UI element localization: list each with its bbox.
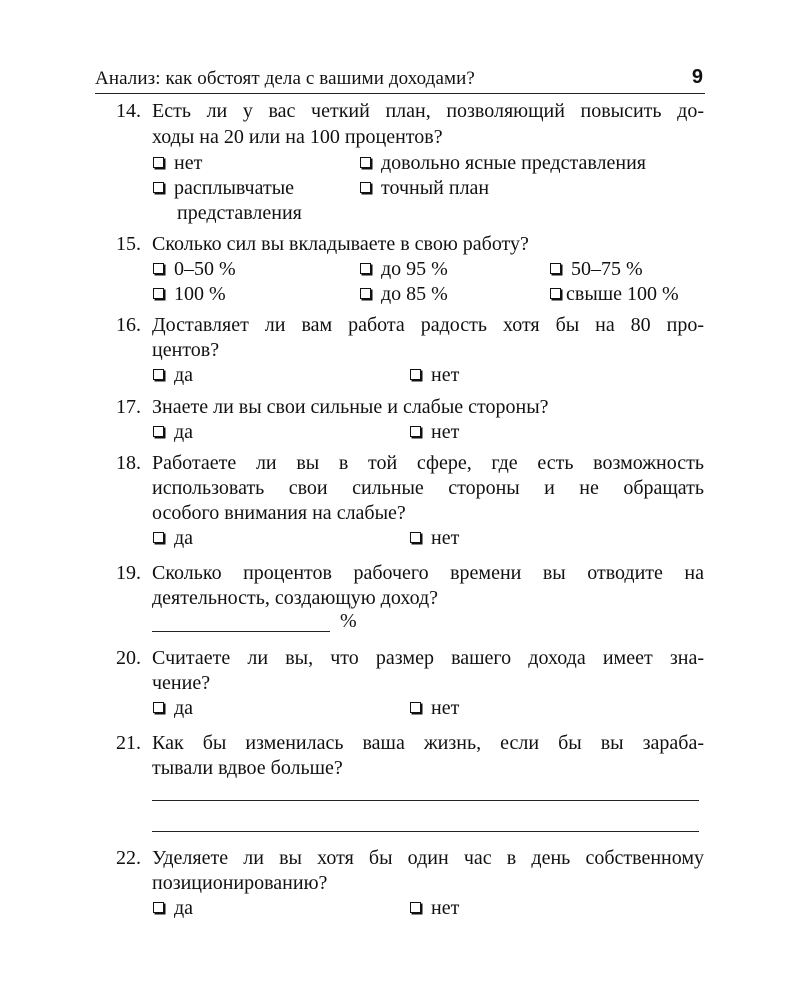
question-text-line: Доставляет ли вам работа радость хотя бы на 80 про- — [152, 314, 704, 336]
checkbox-option[interactable] — [410, 697, 459, 720]
checkbox-icon[interactable] — [153, 369, 164, 380]
checkbox-icon[interactable] — [410, 902, 421, 913]
question-text-line: Есть ли у вас четкий план, позволяющий повысить до- — [152, 100, 704, 122]
option-label: 0–50 % — [174, 258, 236, 280]
checkbox-option[interactable] — [153, 897, 193, 920]
question-text-line: ходы на 20 или на 100 процентов? — [152, 126, 443, 148]
option-label-continuation: представления — [177, 202, 302, 224]
question-number: 18. — [116, 452, 141, 474]
running-head-title: Анализ: как обстоят дела с вашими доходами? — [95, 68, 475, 89]
option-label: до 95 % — [381, 258, 448, 280]
checkbox-option[interactable] — [550, 283, 679, 306]
question-text-line: деятельность, создающую доход? — [152, 587, 439, 609]
question-number: 22. — [116, 847, 141, 869]
option-label: свыше 100 % — [566, 283, 679, 305]
option-label: точный план — [381, 177, 490, 199]
question-text-line: центов? — [152, 339, 220, 361]
checkbox-icon[interactable] — [360, 182, 371, 193]
checkbox-option[interactable] — [410, 527, 459, 550]
question-text-line: позиционированию? — [152, 872, 328, 894]
question-number: 21. — [116, 732, 141, 754]
answer-line[interactable] — [152, 831, 699, 832]
checkbox-icon[interactable] — [360, 157, 371, 168]
question-text-line: использовать свои сильные стороны и не обращать — [152, 477, 704, 499]
question-number: 17. — [116, 396, 141, 418]
checkbox-option[interactable] — [360, 283, 448, 306]
checkbox-icon[interactable] — [410, 702, 421, 713]
checkbox-option[interactable] — [153, 258, 236, 281]
option-label: нет — [431, 421, 460, 443]
checkbox-icon[interactable] — [153, 288, 164, 299]
option-label: довольно ясные представления — [381, 152, 646, 174]
checkbox-icon[interactable] — [410, 532, 421, 543]
checkbox-option[interactable] — [360, 152, 646, 175]
checkbox-option[interactable] — [550, 258, 643, 281]
question-number: 14. — [116, 100, 141, 122]
checkbox-option[interactable] — [410, 897, 459, 920]
question-text-line: особого внимания на слабые? — [152, 502, 406, 524]
question-number: 16. — [116, 314, 141, 336]
checkbox-icon[interactable] — [153, 702, 164, 713]
page-number: 9 — [691, 66, 703, 88]
checkbox-option[interactable] — [153, 283, 226, 306]
checkbox-icon[interactable] — [550, 263, 561, 274]
option-label: нет — [431, 527, 460, 549]
checkbox-icon[interactable] — [410, 426, 421, 437]
running-head — [95, 66, 705, 94]
checkbox-icon[interactable] — [550, 288, 561, 299]
option-label: нет — [431, 364, 460, 386]
option-label: да — [174, 897, 194, 919]
checkbox-option[interactable] — [410, 364, 459, 387]
option-label: да — [174, 364, 194, 386]
checkbox-option[interactable] — [153, 527, 193, 550]
checkbox-option[interactable] — [360, 177, 489, 200]
checkbox-icon[interactable] — [360, 263, 371, 274]
question-text-line: Сколько процентов рабочего времени вы отводите на — [152, 562, 704, 584]
question-text-line: Считаете ли вы, что размер вашего дохода имеет зна- — [152, 647, 704, 669]
option-label: нет — [431, 697, 460, 719]
checkbox-icon[interactable] — [153, 157, 164, 168]
checkbox-icon[interactable] — [153, 902, 164, 913]
checkbox-option[interactable] — [153, 364, 193, 387]
question-text-line: Знаете ли вы свои сильные и слабые стороны? — [152, 396, 549, 418]
checkbox-option[interactable] — [360, 258, 448, 281]
question-text-line: тывали вдвое больше? — [152, 757, 343, 779]
checkbox-option[interactable] — [153, 421, 193, 444]
option-label: нет — [431, 897, 460, 919]
option-label: 50–75 % — [571, 258, 643, 280]
question-number: 15. — [116, 233, 141, 255]
percent-sign: % — [340, 610, 357, 632]
option-label: да — [174, 421, 194, 443]
checkbox-icon[interactable] — [153, 182, 164, 193]
question-text-line: Как бы изменилась ваша жизнь, если бы вы зараба- — [152, 732, 704, 754]
option-label: 100 % — [174, 283, 226, 305]
question-text-line: Сколько сил вы вкладываете в свою работу? — [152, 233, 529, 255]
checkbox-icon[interactable] — [410, 369, 421, 380]
option-label: расплывчатые — [174, 177, 295, 199]
percent-answer-blank[interactable] — [152, 631, 330, 632]
checkbox-option[interactable] — [153, 697, 193, 720]
checkbox-option[interactable] — [153, 152, 202, 175]
checkbox-option[interactable] — [153, 177, 294, 200]
option-label: да — [174, 697, 194, 719]
answer-line[interactable] — [152, 800, 699, 801]
checkbox-icon[interactable] — [360, 288, 371, 299]
checkbox-icon[interactable] — [153, 426, 164, 437]
checkbox-icon[interactable] — [153, 532, 164, 543]
question-text-line: Уделяете ли вы хотя бы один час в день собственному — [152, 847, 704, 869]
checkbox-icon[interactable] — [153, 263, 164, 274]
question-number: 20. — [116, 647, 141, 669]
question-text-line: чение? — [152, 672, 211, 694]
question-text-line: Работаете ли вы в той сфере, где есть возможность — [152, 452, 704, 474]
option-label: нет — [174, 152, 203, 174]
question-number: 19. — [116, 562, 141, 584]
checkbox-option[interactable] — [410, 421, 459, 444]
option-label: да — [174, 527, 194, 549]
option-label: до 85 % — [381, 283, 448, 305]
